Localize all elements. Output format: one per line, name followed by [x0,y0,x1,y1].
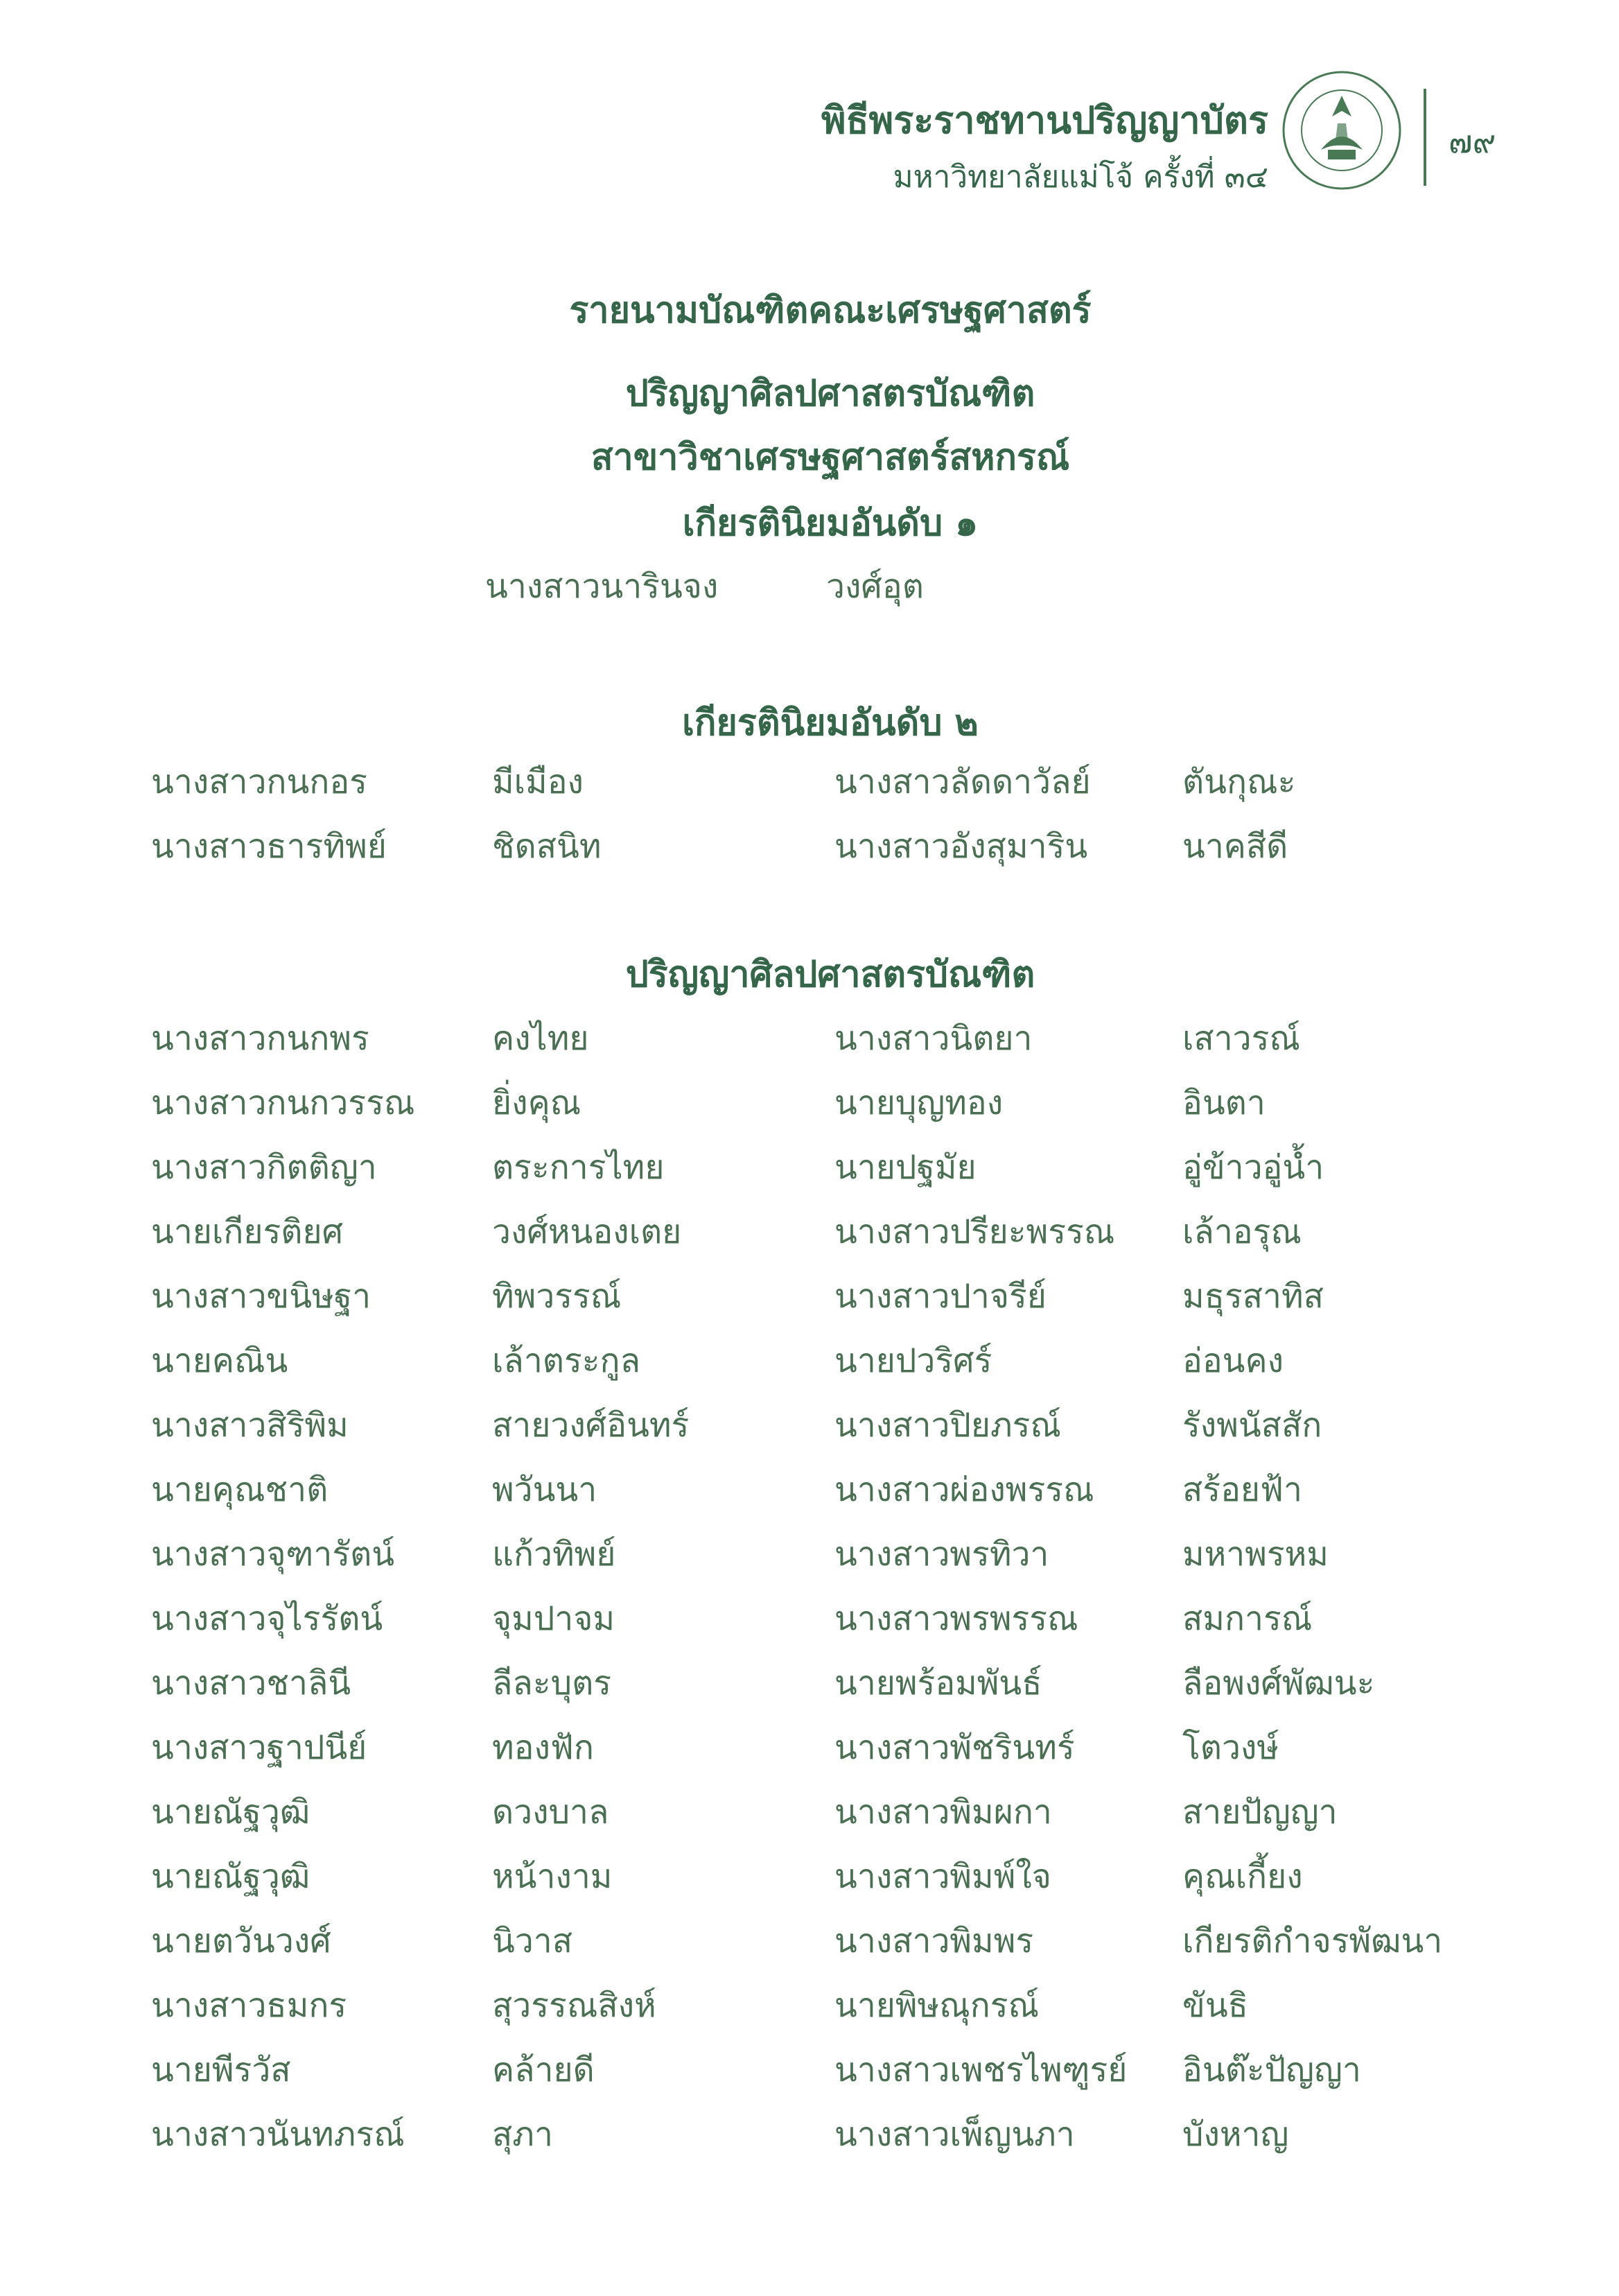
list-row [0,1012,1619,1075]
graduate-last-name: นิวาส [492,1922,573,1960]
graduate-first-name: นางสาวธมกร [151,1986,347,2025]
graduate-last-name: รังพนัสสัก [1182,1406,1322,1445]
header-divider [1424,89,1426,186]
graduate-first-name: นางสาวปรียะพรรณ [834,1212,1115,1251]
graduate-last-name: โตวงษ์ [1182,1728,1279,1767]
graduate-first-name: นางสาวกิตติญา [151,1148,377,1187]
list-row [0,1786,1619,1848]
list-row [0,756,1619,818]
list-row [0,1334,1619,1397]
graduate-first-name: นางสาวพิมผกา [834,1793,1052,1832]
graduate-first-name: นางสาวพรทิวา [834,1535,1049,1574]
graduate-first-name: นายพร้อมพันธ์ [834,1664,1042,1703]
graduate-first-name: นายบุญทอง [834,1084,1004,1122]
graduate-last-name: ดวงบาล [492,1793,609,1832]
graduate-last-name: ชิดสนิท [492,827,602,866]
graduate-last-name: เกียรติกำจรพัฒนา [1182,1922,1443,1960]
graduate-last-name: ทองฟัก [492,1728,594,1767]
list-row [0,1206,1619,1268]
graduate-first-name: นางสาวเพ็ญนภา [834,2115,1075,2154]
graduate-first-name: นายคุณชาติ [151,1470,329,1509]
graduate-first-name: นางสาวลัดดาวัลย์ [834,763,1091,801]
list-row [0,1528,1619,1590]
list-row [0,1463,1619,1526]
graduate-first-name: นางสาวพิมพร [834,1922,1034,1960]
ceremony-subtitle: มหาวิทยาลัยแม่โจ้ ครั้งที่ ๓๔ [893,159,1268,195]
graduate-last-name: บังหาญ [1182,2115,1289,2154]
graduate-first-name: นางสาวพรพรรณ [834,1599,1078,1638]
graduate-last-name: นาคสีดี [1182,827,1288,866]
graduate-last-name: สมการณ์ [1182,1599,1313,1638]
graduate-last-name: คล้ายดี [492,2051,595,2089]
graduate-first-name: นายเกียรติยศ [151,1212,344,1251]
graduate-first-name: นางสาวชาลินี [151,1664,351,1703]
graduate-first-name: นางสาวนันทภรณ์ [151,2115,405,2154]
university-seal-icon [1279,68,1404,193]
graduate-first-name: นางสาวฐาปนีย์ [151,1728,367,1767]
graduate-first-name: นางสาวปิยภรณ์ [834,1406,1061,1445]
graduate-last-name: ลือพงศ์พัฒนะ [1182,1664,1375,1703]
graduate-last-name: มีเมือง [492,763,584,801]
list-row [0,820,1619,882]
graduate-last-name: อ่อนคง [1182,1341,1284,1380]
graduate-last-name: สุวรรณสิงห์ [492,1986,656,2025]
list-row [0,1399,1619,1461]
graduate-last-name: วงศ์หนองเตย [492,1212,682,1251]
graduate-first-name: นางสาวกนกพร [151,1019,369,1058]
honor1-last-name: วงศ์อุต [826,567,924,606]
graduate-first-name: นางสาวกนกอร [151,763,367,801]
graduate-last-name: อินตา [1182,1084,1266,1122]
major-heading: สาขาวิชาเศรษฐศาสตร์สหกรณ์ [590,436,1070,478]
graduate-first-name: นายปฐมัย [834,1148,977,1187]
graduate-last-name: หน้างาม [492,1857,613,1896]
graduate-first-name: นายณัฐวุฒิ [151,1793,310,1832]
graduate-first-name: นางสาวผ่องพรรณ [834,1470,1094,1509]
list-row [0,1270,1619,1332]
graduate-last-name: ยิ่งคุณ [492,1084,581,1122]
honor1-first-name: นางสาวนารินจง [485,567,719,606]
list-row [0,1592,1619,1655]
graduate-last-name: คงไทย [492,1019,589,1058]
graduate-first-name: นางสาวจุไรรัตน์ [151,1599,383,1638]
ceremony-title: พิธีพระราชทานปริญญาบัตร [821,98,1268,142]
graduate-first-name: นางสาวสิริพิม [151,1406,349,1445]
list-row [0,2044,1619,2106]
graduate-last-name: คุณเกี้ยง [1182,1857,1303,1896]
graduate-first-name: นายพิษณุกรณ์ [834,1986,1040,2025]
honor1-heading: เกียรตินิยมอันดับ ๑ [682,502,979,544]
graduate-last-name: อู่ข้าวอู่น้ำ [1182,1148,1324,1187]
graduate-first-name: นายคณิน [151,1341,288,1380]
list-row [0,1979,1619,2042]
list-row [0,1657,1619,1719]
graduate-first-name: นางสาวปาจรีย์ [834,1277,1047,1316]
graduate-last-name: ขันธิ [1182,1986,1248,2025]
graduate-last-name: ตระการไทย [492,1148,665,1187]
graduate-last-name: จุมปาจม [492,1599,615,1638]
graduate-first-name: นางสาวนิตยา [834,1019,1033,1058]
graduate-first-name: นางสาวจุฑารัตน์ [151,1535,395,1574]
list-row [0,1721,1619,1784]
graduate-first-name: นายณัฐวุฒิ [151,1857,310,1896]
graduate-last-name: ลีละบุตร [492,1664,612,1703]
graduate-last-name: สุภา [492,2115,553,2154]
regular-degree-heading: ปริญญาศิลปศาสตรบัณฑิต [625,953,1035,995]
graduate-first-name: นายปวริศร์ [834,1341,992,1380]
graduate-first-name: นางสาวกนกวรรณ [151,1084,415,1122]
graduate-first-name: นายพีรวัส [151,2051,291,2089]
graduate-first-name: นางสาวขนิษฐา [151,1277,371,1316]
graduate-last-name: สร้อยฟ้า [1182,1470,1302,1509]
list-row [0,1915,1619,1977]
list-row [0,1850,1619,1913]
list-row [0,1141,1619,1203]
graduate-last-name: มหาพรหม [1182,1535,1329,1574]
graduate-first-name: นางสาวอังสุมาริน [834,827,1088,866]
degree-heading: ปริญญาศิลปศาสตรบัณฑิต [625,372,1035,415]
graduate-last-name: แก้วทิพย์ [492,1535,616,1574]
graduate-first-name: นางสาวธารทิพย์ [151,827,387,866]
graduate-last-name: พวันนา [492,1470,597,1509]
list-row [0,1077,1619,1139]
graduate-first-name: นางสาวพิมพ์ใจ [834,1857,1051,1896]
graduate-last-name: เล้าตระกูล [492,1341,640,1380]
graduate-last-name: ตันกุณะ [1182,763,1296,801]
graduate-first-name: นางสาวเพชรไพฑูรย์ [834,2051,1128,2089]
graduate-last-name: เล้าอรุณ [1182,1212,1302,1251]
graduate-first-name: นางสาวพัชรินทร์ [834,1728,1075,1767]
list-row [0,2108,1619,2171]
graduate-last-name: อินต๊ะปัญญา [1182,2051,1361,2089]
page-number: ๗๙ [1449,123,1496,160]
graduate-last-name: เสาวรณ์ [1182,1019,1300,1058]
graduate-last-name: สายปัญญา [1182,1793,1338,1832]
graduate-first-name: นายตวันวงศ์ [151,1922,331,1960]
graduate-last-name: มธุรสาทิส [1182,1277,1324,1316]
graduate-last-name: ทิพวรรณ์ [492,1277,622,1316]
graduate-last-name: สายวงศ์อินทร์ [492,1406,690,1445]
faculty-heading: รายนามบัณฑิตคณะเศรษฐศาสตร์ [569,289,1092,331]
honor2-heading: เกียรตินิยมอันดับ ๒ [682,702,979,744]
